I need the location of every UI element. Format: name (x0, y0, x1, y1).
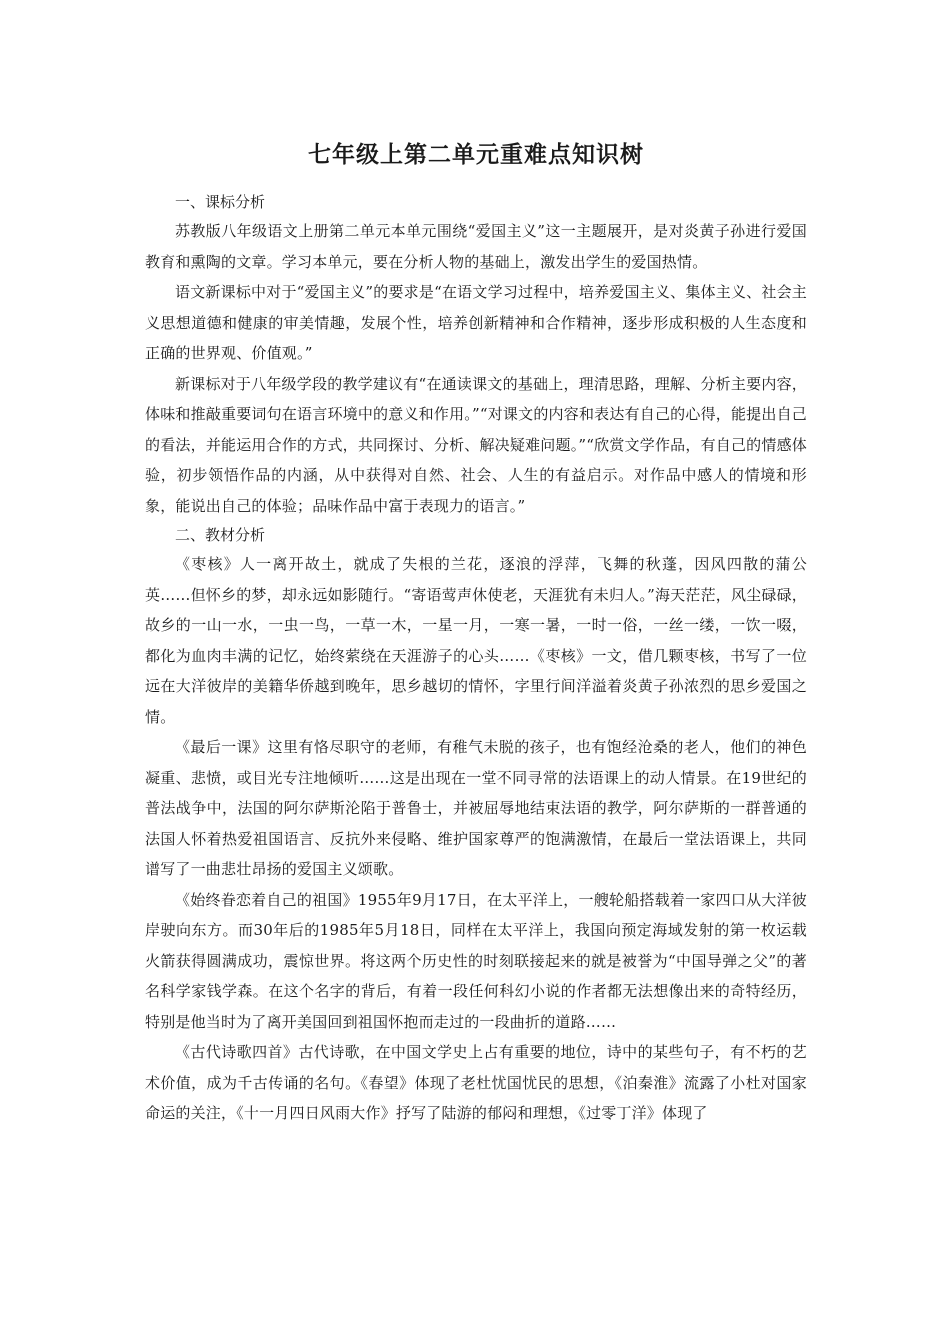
paragraph: 语文新课标中对于“爱国主义”的要求是“在语文学习过程中，培养爱国主义、集体主义、社会主义思想道德和健康的审美情趣，发展个性，培养创新精神和合作精神，逐步形成积极的人生态度和正确的世界观、价值观。” (145, 283, 807, 362)
paragraph: 《最后一课》这里有恪尽职守的老师，有稚气未脱的孩子，也有饱经沧桑的老人，他们的神色凝重、悲愤，或目光专注地倾听……这是出现在一堂不同寻常的法语课上的动人情景。在19世纪的普法战争中，法国的阿尔萨斯沦陷于普鲁士，并被屈辱地结束法语的教学，阿尔萨斯的一群普通的法国人怀着热爱祖国语言、反抗外来侵略、维护国家尊严的饱满激情，在最后一堂法语课上，共同谱写了一曲悲壮昂扬的爱国主义颂歌。 (145, 738, 807, 878)
document-page (145, 128, 807, 1129)
paragraph: 《始终眷恋着自己的祖国》1955年9月17日，在太平洋上，一艘轮船搭载着一家四口从大洋彼岸驶向东方。而30年后的1985年5月18日，同样在太平洋上，我国向预定海域发射的第一枚运载火箭获得圆满成功，震惊世界。将这两个历史性的时刻联接起来的就是被誉为“中国导弹之父”的著名科学家钱学森。在这个名字的背后，有着一段任何科幻小说的作者都无法想像出来的奇特经历，特别是他当时为了离开美国回到祖国怀抱而走过的一段曲折的道路…… (145, 890, 807, 1031)
section-heading: 二、教材分析 (175, 526, 266, 544)
section-textbook-analysis (145, 521, 807, 1129)
paragraph: 苏教版八年级语文上册第二单元本单元围绕“爱国主义”这一主题展开，是对炎黄子孙进行爱国教育和熏陶的文章。学习本单元，要在分析人物的基础上，激发出学生的爱国热情。 (145, 222, 807, 271)
document-title: 七年级上第二单元重难点知识树 (308, 142, 644, 168)
section-curriculum-analysis (145, 188, 807, 521)
paragraph: 《古代诗歌四首》古代诗歌，在中国文学史上占有重要的地位，诗中的某些句子，有不朽的艺术价值，成为千古传诵的名句。《春望》体现了老杜忧国忧民的思想，《泊秦淮》流露了小杜对国家命运的关注，《十一月四日风雨大作》抒写了陆游的郁闷和理想，《过零丁洋》体现了 (145, 1043, 807, 1122)
paragraph: 新课标对于八年级学段的教学建议有“在通读课文的基础上，理清思路，理解、分析主要内容，体味和推敲重要词句在语言环境中的意义和作用。”“对课文的内容和表达有自己的心得，能提出自己的看法，并能运用合作的方式，共同探讨、分析、解决疑难问题。”“欣赏文学作品，有自己的情感体验，初步领悟作品的内涵，从中获得对自然、社会、人生的有益启示。对作品中感人的情境和形象，能说出自己的体验；品味作品中富于表现力的语言。” (145, 374, 807, 515)
paragraph: 《枣核》人一离开故土，就成了失根的兰花，逐浪的浮萍，飞舞的秋蓬，因风四散的蒲公英……但怀乡的梦，却永远如影随行。“寄语莺声休使老，天涯犹有未归人。”海天茫茫，风尘碌碌，故乡的一山一水，一虫一鸟，一草一木，一星一月，一寒一暑，一时一俗，一丝一缕，一饮一啜，都化为血肉丰满的记忆，始终萦绕在天涯游子的心头……《枣核》一文，借几颗枣核，书写了一位远在大洋彼岸的美籍华侨越到晚年，思乡越切的情怀，字里行间洋溢着炎黄子孙浓烈的思乡爱国之情。 (145, 555, 807, 726)
section-heading: 一、课标分析 (175, 193, 266, 211)
